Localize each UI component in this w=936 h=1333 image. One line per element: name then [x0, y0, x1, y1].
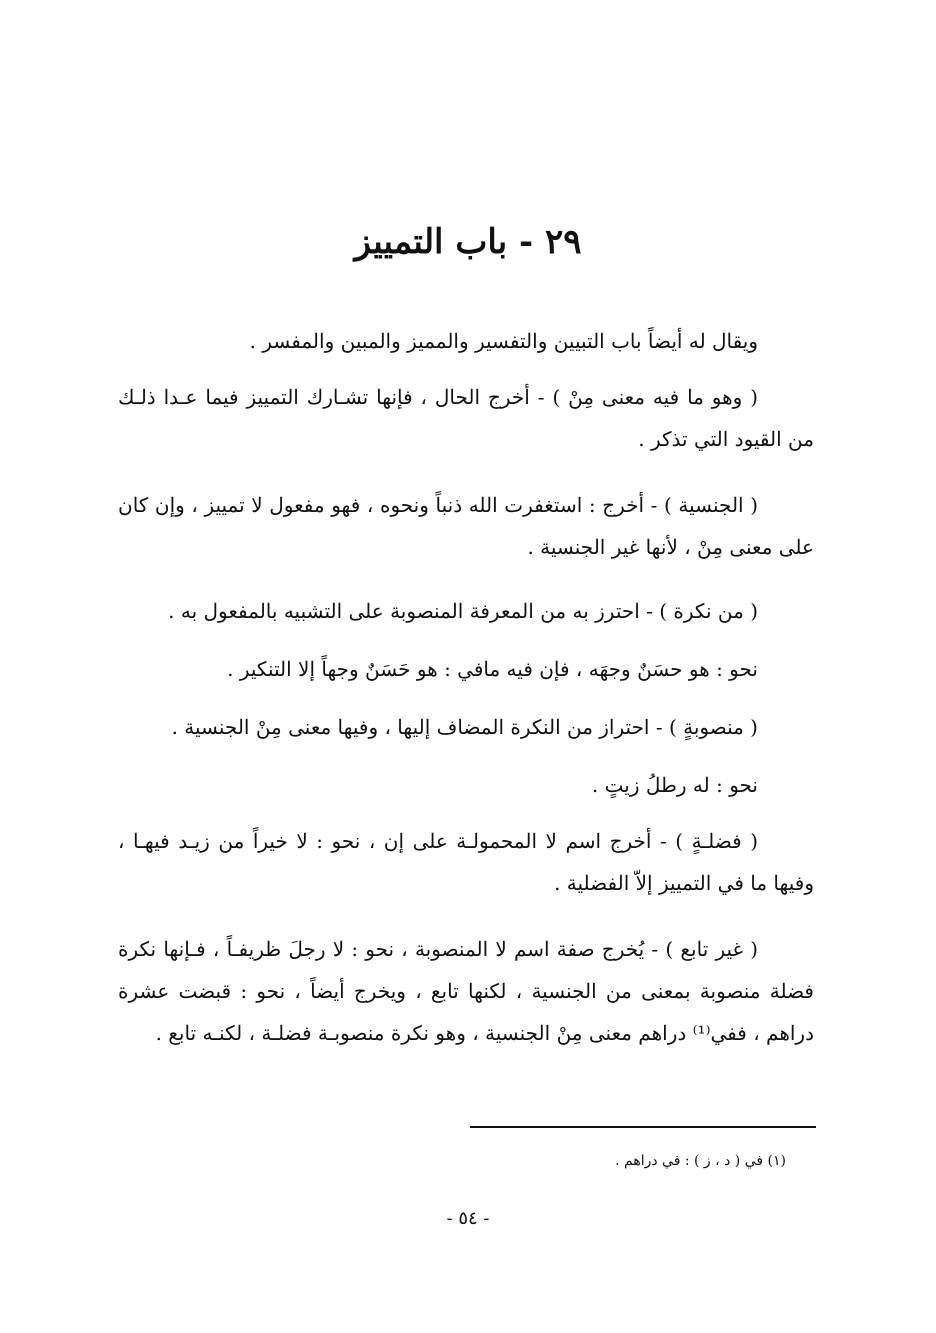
- body-text-block-4: [118, 590, 814, 632]
- body-text-block-5: [118, 648, 814, 690]
- paragraph-7: نحو : له رطلُ زيتٍ .: [591, 773, 758, 797]
- body-text-block-9: [118, 928, 814, 1054]
- body-text: [118, 320, 814, 362]
- body-text-block-7: [118, 764, 814, 806]
- footnote-separator: [470, 1126, 816, 1128]
- paragraph-3: ( الجنسية ) - أخرج : استغفرت الله ذنباً ونحوه ، فهو مفعول لا تمييز ، وإن كان على معنى مِنْ ، لأنها غير الجنسية .: [118, 493, 814, 559]
- paragraph-6: ( منصوبةٍ ) - احتراز من النكرة المضاف إليها ، وفيها معنى مِنْ الجنسية .: [171, 715, 758, 739]
- body-text-block-2: [118, 376, 814, 460]
- page-number: - ٥٤ -: [446, 1208, 490, 1229]
- paragraph-9: ( غير تابع ) - يُخرج صفة اسم لا المنصوبة ، نحو : لا رجلَ ظريفـاً ، فـإنها نكرة فضلة منصوبة بمعنى من الجنسية ، لكنها تابع ، ويخرج أيضاً ، نحو : قبضت عشرة دراهم ، ففي⁽¹⁾ دراهم معنى مِنْ الجنسية ، وهو نكرة منصوبـة فضلـة ، لكنـه تابع .: [118, 937, 814, 1045]
- chapter-title: ٢٩ - باب التمييز: [354, 222, 582, 262]
- paragraph-2: ( وهو ما فيه معنى مِنْ ) - أخرج الحال ، فإنها تشـارك التمييز فيما عـدا ذلـك من القيود التي تذكر .: [118, 385, 814, 451]
- body-text-block-6: [118, 706, 814, 748]
- paragraph-8: ( فضلـةٍ ) - أخرج اسم لا المحمولـة على إن ، نحو : لا خيراً من زيـد فيهـا ، وفيها ما في التمييز إلاّ الفضلية .: [118, 829, 814, 895]
- body-text-block-8: [118, 820, 814, 904]
- paragraph-4: ( من نكرة ) - احترز به من المعرفة المنصوبة على التشبيه بالمفعول به .: [168, 599, 758, 623]
- paragraph-1: ويقال له أيضاً باب التبيين والتفسير والمميز والمبين والمفسر .: [249, 329, 758, 353]
- footnote: (١) في ( د ، ز ) : في دراهم .: [615, 1153, 786, 1169]
- body-text-block-3: [118, 484, 814, 568]
- paragraph-5: نحو : هو حسَنٌ وجهَه ، فإن فيه مافي : هو حَسَنٌ وجهاً إلا التنكير .: [227, 657, 758, 681]
